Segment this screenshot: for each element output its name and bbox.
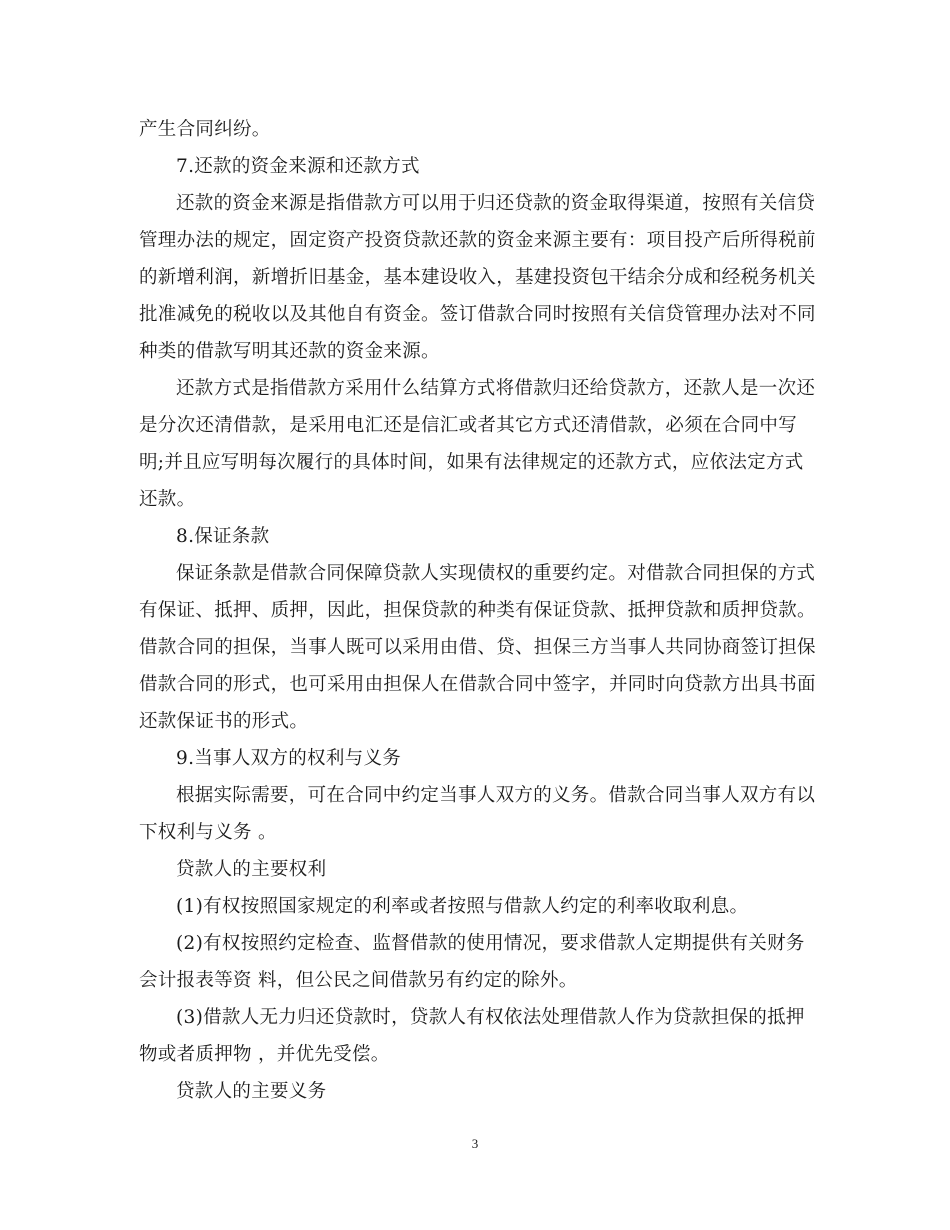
section-heading: 7.还款的资金来源和还款方式 (176, 156, 420, 177)
paragraph-line: 借款合同的形式，也可采用由担保人在借款合同中签字，并同时向贷款方出具书面 (139, 674, 816, 695)
section-heading: 8.保证条款 (176, 526, 270, 547)
subheading: 贷款人的主要权利 (176, 859, 327, 880)
paragraph-line: 的新增利润，新增折旧基金，基本建设收入，基建投资包干结余分成和经税务机关 (139, 267, 816, 288)
paragraph-line: 下权利与义务 。 (139, 822, 277, 843)
paragraph-line: 批准减免的税收以及其他自有资金。签订借款合同时按照有关信贷管理办法对不同 (139, 304, 816, 325)
list-item: (2)有权按照约定检查、监督借款的使用情况，要求借款人定期提供有关财务 (176, 933, 805, 954)
paragraph-line: 还款的资金来源是指借款方可以用于归还贷款的资金取得渠道，按照有关信贷 (176, 193, 816, 214)
paragraph-line: 管理办法的规定，固定资产投资贷款还款的资金来源主要有：项目投产后所得税前 (139, 230, 816, 251)
list-item-continuation: 会计报表等资 料，但公民之间借款另有约定的除外。 (139, 970, 578, 991)
paragraph-line: 保证条款是借款合同保障贷款人实现债权的重要约定。对借款合同担保的方式 (176, 563, 816, 584)
list-item: (3)借款人无力归还贷款时，贷款人有权依法处理借款人作为贷款担保的抵押 (176, 1007, 805, 1028)
paragraph-line: 还款保证书的形式。 (139, 711, 309, 732)
paragraph-line: 是分次还清借款，是采用电汇还是信汇或者其它方式还清借款，必须在合同中写 (139, 415, 798, 436)
paragraph-line: 种类的借款写明其还款的资金来源。 (139, 341, 440, 362)
subheading: 贷款人的主要义务 (176, 1081, 327, 1102)
paragraph-line: 有保证、抵押、质押，因此，担保贷款的种类有保证贷款、抵押贷款和质押贷款。 (139, 600, 816, 621)
page-number: 3 (471, 1136, 479, 1151)
list-item: (1)有权按照国家规定的利率或者按照与借款人约定的利率收取利息。 (176, 896, 749, 917)
paragraph-line: 产生合同纠纷。 (139, 119, 271, 140)
section-heading: 9.当事人双方的权利与义务 (176, 748, 402, 769)
paragraph-line: 根据实际需要，可在合同中约定当事人双方的义务。借款合同当事人双方有以 (176, 785, 816, 806)
paragraph-line: 借款合同的担保，当事人既可以采用由借、贷、担保三方当事人共同协商签订担保 (139, 637, 816, 658)
paragraph-line: 明;并且应写明每次履行的具体时间，如果有法律规定的还款方式，应依法定方式 (139, 452, 804, 473)
paragraph-line: 还款。 (139, 489, 196, 510)
paragraph-line: 还款方式是指借款方采用什么结算方式将借款归还给贷款方，还款人是一次还 (176, 378, 816, 399)
list-item-continuation: 物或者质押物 ，并优先受偿。 (139, 1044, 390, 1065)
